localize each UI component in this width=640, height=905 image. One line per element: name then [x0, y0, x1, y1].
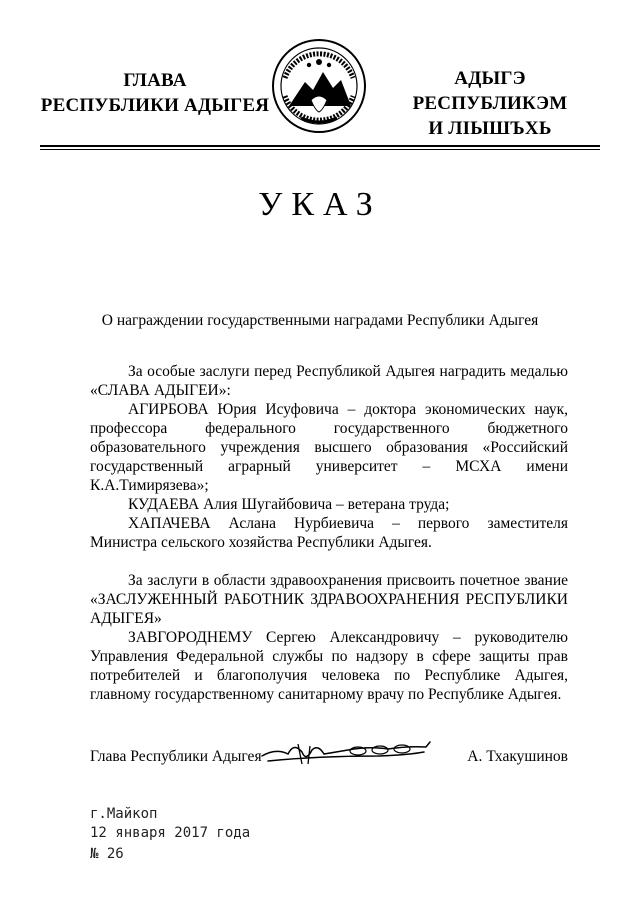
signatory-title: Глава Республики Адыгея: [90, 748, 262, 765]
document-title: УКАЗ: [258, 186, 382, 223]
header-divider-thin: [40, 149, 600, 150]
paragraph-awardee-kudaev: КУДАЕВА Алия Шугайбовича – ветерана труда;: [128, 496, 450, 513]
paragraph-awardee-zavgorodny: ЗАВГОРОДНЕМУ Сергею Александровичу – руководителю Управления Федеральной службы по надзору в сфере защиты прав потребителей и благополучия человека по Республике Адыгея, главному государственному санитарному врачу по Республике Адыгея.: [90, 629, 568, 703]
header-left-line1: ГЛАВА: [123, 70, 187, 91]
issue-date: 12 января 2017 года: [90, 825, 251, 841]
document-body: [90, 362, 568, 704]
header-right: [380, 66, 600, 141]
handwritten-signature: [258, 734, 438, 770]
paragraph-medal-intro: За особые заслуги перед Республикой Адыгея наградить медалью «СЛАВА АДЫГЕИ»:: [90, 363, 568, 399]
paragraph-awardee-khapachev: ХАПАЧЕВА Аслана Нурбиевича – первого заместителя Министра сельского хозяйства Республики Адыгея.: [90, 515, 568, 551]
decree-number: № 26: [90, 846, 124, 862]
header-right-line2: И ЛІЫШЪХЬ: [428, 118, 552, 139]
issue-city: г.Майкоп: [90, 806, 158, 822]
header-left-line2: РЕСПУБЛИКИ АДЫГЕЯ: [40, 95, 270, 116]
header-divider-thick: [40, 145, 600, 147]
signatory-name: А. Тхакушинов: [467, 748, 568, 765]
paragraph-title-intro: За заслуги в области здравоохранения присвоить почетное звание «ЗАСЛУЖЕННЫЙ РАБОТНИК ЗДРАВООХРАНЕНИЯ РЕСПУБЛИКИ АДЫГЕЯ»: [90, 572, 568, 627]
paragraph-awardee-agirbov: АГИРБОВА Юрия Исуфовича – доктора экономических наук, профессора федерального государственного бюджетного образовательного учреждения высшего образования «Российский государственный аграрный университет – МСХА имени К.А.Тимирязева»;: [90, 401, 568, 494]
header-right-line1: АДЫГЭ РЕСПУБЛИКЭМ: [412, 68, 568, 114]
header-left: [40, 68, 270, 118]
document-subject: О награждении государственными наградами Республики Адыгея: [101, 312, 539, 329]
coat-of-arms-emblem: [271, 38, 367, 134]
